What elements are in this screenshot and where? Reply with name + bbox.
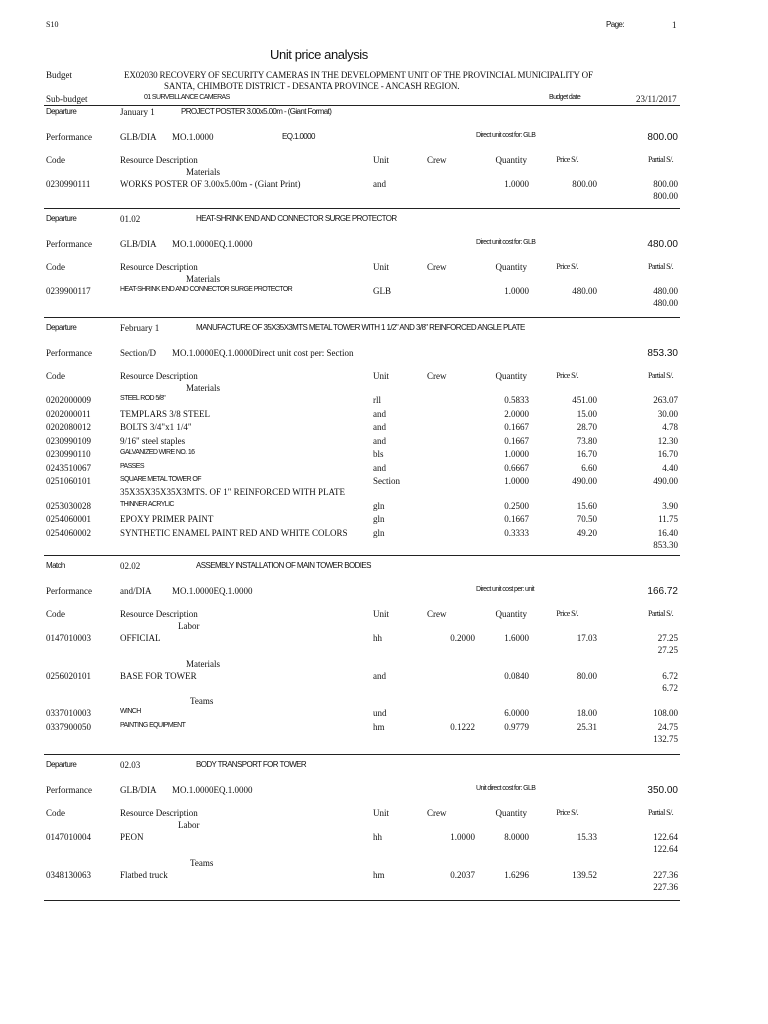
resource-quantity: 0.5833: [504, 395, 529, 405]
col-header-partial: Partial S/.: [648, 609, 673, 618]
resource-crew: 0.1222: [450, 721, 475, 732]
group-heading: Labor: [178, 621, 200, 631]
resource-quantity: 0.2500: [504, 500, 529, 511]
group-heading: Labor: [178, 820, 200, 830]
resource-unit: hh: [373, 633, 382, 643]
performance-mo-eq: MO.1.0000EQ.1.0000: [172, 239, 253, 249]
direct-unit-cost: 800.00: [647, 132, 678, 143]
resource-unit: and: [373, 462, 386, 473]
col-header-quantity: Quantity: [495, 155, 527, 165]
performance-mo-eq: MO.1.0000: [172, 132, 214, 142]
departure-label: Departure: [46, 107, 77, 116]
resource-partial: 227.36: [653, 869, 678, 880]
subbudget-label: Sub-budget: [46, 94, 88, 104]
resource-partial: 122.64: [653, 832, 678, 842]
resource-partial: 4.78: [662, 422, 678, 432]
direct-unit-cost: 166.72: [647, 586, 678, 597]
resource-code: 0202000011: [46, 408, 91, 419]
resource-quantity: 0.0840: [504, 670, 529, 681]
resource-unit: gln: [373, 514, 385, 524]
resource-price: 451.00: [572, 395, 597, 405]
resource-quantity: 0.6667: [504, 462, 529, 473]
direct-cost-label: Unit direct cost for: GLB: [476, 785, 536, 792]
header-rule: [44, 105, 680, 106]
resource-description: WORKS POSTER OF 3.00x5.00m - (Giant Print): [120, 179, 301, 189]
resource-crew: 0.2037: [450, 869, 475, 880]
budget-label: Budget: [46, 70, 72, 80]
col-header-crew: Crew: [427, 262, 447, 272]
resource-code: 0230990109: [46, 435, 91, 446]
col-header-code: Code: [46, 609, 65, 619]
group-heading: Materials: [186, 658, 220, 669]
resource-crew: 1.0000: [450, 832, 475, 842]
resource-quantity: 0.1667: [504, 435, 529, 446]
col-header-code: Code: [46, 262, 65, 272]
col-header-crew: Crew: [427, 155, 447, 165]
departure-label: Match: [46, 561, 65, 570]
direct-cost-label: Direct unit cost for: GLB: [476, 239, 536, 246]
resource-code: 0337010003: [46, 708, 91, 718]
performance-eq: EQ.1.0000: [282, 132, 315, 141]
resource-price: 139.52: [572, 869, 597, 880]
col-header-unit: Unit: [373, 808, 390, 818]
performance-unit: GLB/DIA: [120, 239, 157, 249]
direct-unit-cost: 853.30: [647, 348, 678, 359]
direct-cost-label: Direct unit cost for: GLB: [476, 132, 536, 139]
resource-partial: 490.00: [653, 476, 678, 486]
resource-quantity: 0.3333: [504, 527, 529, 538]
col-header-description: Resource Description: [120, 371, 198, 381]
resource-partial: 24.75: [657, 721, 678, 732]
col-header-price: Price S/.: [556, 155, 578, 164]
resource-price: 73.80: [576, 435, 597, 446]
resource-description: PEON: [120, 832, 144, 842]
group-heading: Materials: [186, 383, 220, 393]
resource-code: 0147010003: [46, 633, 91, 643]
resource-description: BASE FOR TOWER: [120, 670, 197, 681]
resource-price: 800.00: [572, 179, 597, 189]
resource-description: 9/16" steel staples: [120, 435, 186, 446]
performance-mo-eq: MO.1.0000EQ.1.0000Direct unit cost per: Section: [172, 348, 354, 358]
resource-unit: and: [373, 408, 386, 419]
performance-label: Performance: [46, 785, 92, 795]
resource-partial: 27.25: [657, 633, 678, 643]
section-rule: [44, 754, 680, 755]
resource-unit: GLB: [373, 286, 391, 296]
col-header-partial: Partial S/.: [648, 262, 673, 271]
resource-description: GALVANIZED WIRE NO. 16: [120, 449, 195, 456]
departure-number: January 1: [120, 107, 155, 117]
group-subtotal: 853.30: [653, 539, 678, 550]
resource-description: HEAT-SHRINK END AND CONNECTOR SURGE PROTECTOR: [120, 286, 293, 293]
resource-partial: 12.30: [657, 435, 678, 446]
resource-partial: 16.40: [657, 527, 678, 538]
section-rule: [44, 317, 680, 318]
resource-description: STEEL ROD 5/8": [120, 395, 166, 402]
resource-description: PAINTING EQUIPMENT: [120, 721, 186, 729]
col-header-crew: Crew: [427, 371, 447, 381]
resource-description-cont: 35X35X35X35X3MTS. OF 1" REINFORCED WITH PLATE: [120, 487, 346, 497]
page-label: Page:: [606, 20, 624, 29]
resource-description: Flatbed truck: [120, 869, 168, 880]
resource-partial: 4.40: [662, 462, 678, 473]
performance-unit: Section/D: [120, 348, 156, 358]
resource-description: THINNER ACRYLIC: [120, 500, 174, 508]
page-title: Unit price analysis: [270, 47, 368, 62]
departure-number: 01.02: [120, 214, 141, 224]
resource-unit: and: [373, 435, 386, 446]
resource-unit: bls: [373, 449, 384, 459]
resource-partial: 6.72: [662, 670, 678, 681]
group-subtotal: 480.00: [653, 298, 678, 308]
col-header-description: Resource Description: [120, 262, 198, 272]
col-header-price: Price S/.: [556, 262, 578, 271]
resource-price: 25.31: [576, 721, 597, 732]
resource-price: 70.50: [576, 514, 597, 524]
departure-number: 02.02: [120, 561, 141, 571]
group-heading: Materials: [186, 167, 220, 177]
departure-title: HEAT-SHRINK END AND CONNECTOR SURGE PROTECTOR: [196, 214, 397, 223]
departure-title: ASSEMBLY INSTALLATION OF MAIN TOWER BODIES: [196, 561, 371, 570]
col-header-unit: Unit: [373, 262, 390, 272]
resource-unit: hm: [373, 721, 385, 732]
resource-code: 0202000009: [46, 395, 91, 405]
departure-label: Departure: [46, 323, 77, 332]
resource-unit: gln: [373, 500, 385, 511]
resource-price: 17.03: [576, 633, 597, 643]
resource-partial: 3.90: [662, 500, 678, 511]
col-header-code: Code: [46, 808, 65, 818]
col-header-code: Code: [46, 371, 65, 381]
resource-description: SQUARE METAL TOWER OF: [120, 476, 201, 483]
group-subtotal: 800.00: [653, 191, 678, 201]
col-header-unit: Unit: [373, 609, 390, 619]
resource-partial: 800.00: [653, 179, 678, 189]
departure-label: Departure: [46, 760, 77, 769]
subbudget-text: 01 SURVEILLANCE CAMERAS: [144, 94, 230, 101]
group-subtotal: 27.25: [657, 645, 678, 655]
col-header-price: Price S/.: [556, 808, 578, 817]
performance-unit: and/DIA: [120, 586, 152, 596]
direct-unit-cost: 480.00: [647, 239, 678, 250]
section-rule: [44, 208, 680, 209]
col-header-unit: Unit: [373, 155, 390, 165]
col-header-partial: Partial S/.: [648, 155, 673, 164]
resource-code: 0254060002: [46, 527, 91, 538]
performance-unit: GLB/DIA: [120, 132, 157, 142]
col-header-crew: Crew: [427, 609, 447, 619]
resource-price: 490.00: [572, 476, 597, 486]
departure-title: MANUFACTURE OF 35X35X3MTS METAL TOWER WITH 1 1/2" AND 3/8" REINFORCED ANGLE PLATE: [196, 323, 525, 332]
resource-quantity: 6.0000: [504, 708, 529, 718]
col-header-unit: Unit: [373, 371, 390, 381]
direct-unit-cost: 350.00: [647, 785, 678, 796]
resource-price: 6.60: [581, 462, 597, 473]
resource-unit: hm: [373, 869, 385, 880]
resource-quantity: 1.6296: [504, 869, 529, 880]
resource-code: 0239900117: [46, 286, 91, 296]
resource-unit: gln: [373, 527, 385, 538]
resource-code: 0254060001: [46, 514, 91, 524]
group-subtotal: 227.36: [653, 881, 678, 892]
group-heading: Teams: [190, 696, 214, 706]
group-heading: Materials: [186, 274, 220, 284]
resource-price: 16.70: [576, 449, 597, 459]
resource-partial: 480.00: [653, 286, 678, 296]
resource-price: 49.20: [576, 527, 597, 538]
budget-text-1: EX02030 RECOVERY OF SECURITY CAMERAS IN THE DEVELOPMENT UNIT OF THE PROVINCIAL MUNICIPALITY OF: [124, 70, 593, 80]
resource-unit: Section: [373, 476, 400, 486]
resource-code: 0243510067: [46, 462, 91, 473]
performance-label: Performance: [46, 239, 92, 249]
resource-quantity: 1.0000: [504, 286, 529, 296]
performance-mo-eq: MO.1.0000EQ.1.0000: [172, 785, 253, 795]
resource-description: OFFICIAL: [120, 633, 161, 643]
resource-quantity: 0.9779: [504, 721, 529, 732]
performance-label: Performance: [46, 586, 92, 596]
col-header-description: Resource Description: [120, 609, 198, 619]
col-header-quantity: Quantity: [495, 262, 527, 272]
performance-label: Performance: [46, 348, 92, 358]
resource-price: 15.60: [576, 500, 597, 511]
resource-quantity: 1.0000: [504, 179, 529, 189]
resource-partial: 11.75: [658, 514, 678, 524]
report-code: S10: [46, 20, 59, 29]
resource-code: 0251060101: [46, 476, 91, 486]
resource-unit: and: [373, 670, 386, 681]
resource-partial: 263.07: [653, 395, 678, 405]
resource-description: EPOXY PRIMER PAINT: [120, 514, 214, 524]
resource-price: 80.00: [576, 670, 597, 681]
resource-quantity: 1.0000: [504, 476, 529, 486]
section-rule: [44, 555, 680, 556]
budget-date-label: Budget date: [549, 94, 581, 101]
resource-quantity: 0.1667: [504, 514, 529, 524]
resource-code: 0230990110: [46, 449, 91, 459]
budget-date: 23/11/2017: [636, 94, 677, 104]
resource-price: 15.00: [576, 408, 597, 419]
resource-code: 0230990111: [46, 179, 91, 189]
resource-description: WINCH: [120, 708, 141, 715]
col-header-quantity: Quantity: [495, 808, 527, 818]
resource-unit: hh: [373, 832, 382, 842]
performance-label: Performance: [46, 132, 92, 142]
departure-label: Departure: [46, 214, 77, 223]
col-header-price: Price S/.: [556, 371, 578, 380]
resource-unit: und: [373, 708, 387, 718]
budget-text-2: SANTA, CHIMBOTE DISTRICT - DESANTA PROVINCE - ANCASH REGION.: [164, 81, 460, 91]
departure-title: PROJECT POSTER 3.00x5.00m - (Giant Format): [181, 107, 332, 116]
resource-description: SYNTHETIC ENAMEL PAINT RED AND WHITE COLORS: [120, 527, 348, 538]
resource-description: TEMPLARS 3/8 STEEL: [120, 408, 211, 419]
resource-price: 480.00: [572, 286, 597, 296]
resource-code: 0202080012: [46, 422, 91, 432]
col-header-quantity: Quantity: [495, 371, 527, 381]
col-header-crew: Crew: [427, 808, 447, 818]
resource-quantity: 1.0000: [504, 449, 529, 459]
col-header-price: Price S/.: [556, 609, 578, 618]
departure-number: 02.03: [120, 760, 141, 770]
resource-partial: 16.70: [657, 449, 678, 459]
group-heading: Teams: [190, 857, 214, 868]
group-subtotal: 6.72: [662, 682, 678, 693]
resource-code: 0348130063: [46, 869, 91, 880]
resource-unit: rll: [373, 395, 381, 405]
resource-code: 0256020101: [46, 670, 91, 681]
resource-quantity: 8.0000: [504, 832, 529, 842]
resource-price: 15.33: [576, 832, 597, 842]
col-header-partial: Partial S/.: [648, 371, 673, 380]
resource-partial: 108.00: [653, 708, 678, 718]
col-header-description: Resource Description: [120, 155, 198, 165]
resource-crew: 0.2000: [450, 633, 475, 643]
resource-description: PASSES: [120, 462, 144, 470]
page-number: 1: [672, 20, 677, 30]
resource-quantity: 2.0000: [504, 408, 529, 419]
resource-unit: and: [373, 179, 386, 189]
resource-quantity: 0.1667: [504, 422, 529, 432]
performance-unit: GLB/DIA: [120, 785, 157, 795]
section-rule: [44, 900, 680, 901]
direct-cost-label: Direct unit cost per: unit: [476, 586, 534, 593]
resource-code: 0337900050: [46, 721, 91, 732]
resource-description: BOLTS 3/4"x1 1/4": [120, 422, 192, 432]
group-subtotal: 122.64: [653, 844, 678, 854]
resource-code: 0253030028: [46, 500, 91, 511]
group-subtotal: 132.75: [653, 733, 678, 744]
col-header-code: Code: [46, 155, 65, 165]
col-header-description: Resource Description: [120, 808, 198, 818]
departure-number: February 1: [120, 323, 160, 333]
col-header-partial: Partial S/.: [648, 808, 673, 817]
resource-unit: and: [373, 422, 386, 432]
performance-mo-eq: MO.1.0000EQ.1.0000: [172, 586, 253, 596]
departure-title: BODY TRANSPORT FOR TOWER: [196, 760, 307, 769]
col-header-quantity: Quantity: [495, 609, 527, 619]
resource-quantity: 1.6000: [504, 633, 529, 643]
resource-price: 28.70: [576, 422, 597, 432]
resource-code: 0147010004: [46, 832, 91, 842]
resource-partial: 30.00: [657, 408, 678, 419]
resource-price: 18.00: [576, 708, 597, 718]
